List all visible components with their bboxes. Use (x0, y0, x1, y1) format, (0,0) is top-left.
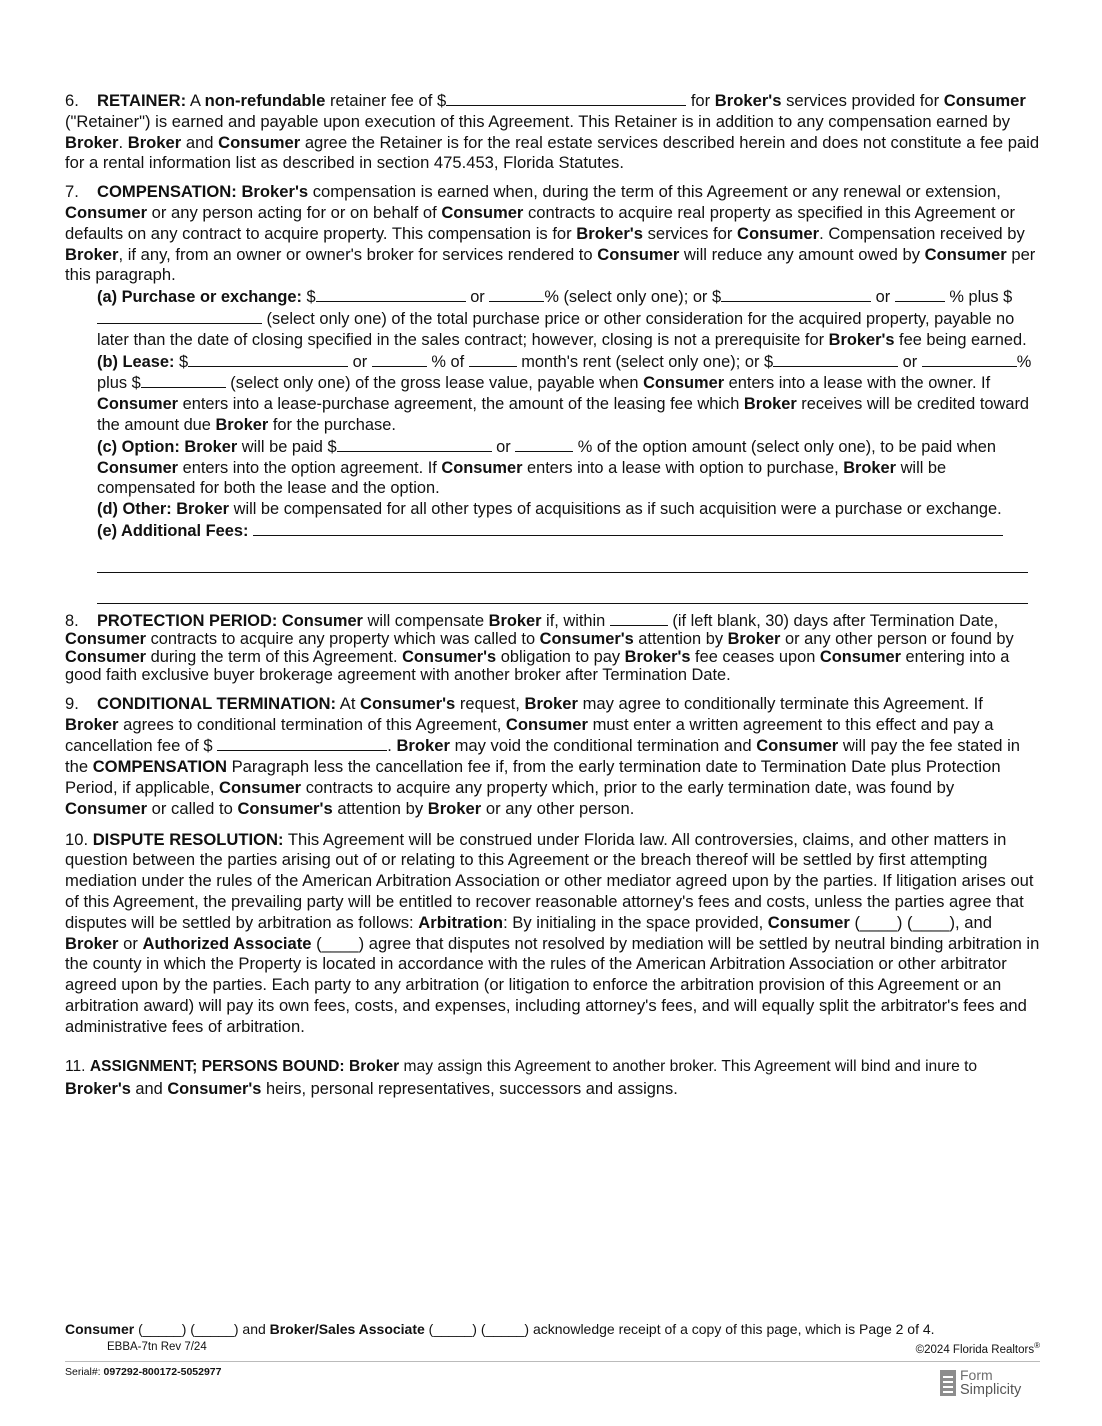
page-footer (65, 1320, 1040, 1378)
subsection-other: (d) Other: Broker will be compensated for all other types of acquisitions as if such acquisition were a purchase or exchange. (97, 500, 1002, 519)
subsection-lease: (b) Lease: $ or % of month's rent (select only one); or $ or % plus $ (select only one) of the gross lease value, payable when Consumer enters into a lease with the owner. If Consumer enters into a lease-purchase agreement, the amount of the leasing fee which Broker receives will be credited toward the amount due Broker for the purchase. (97, 352, 1032, 434)
purchase-plus-blank[interactable] (97, 308, 262, 324)
subsection-purchase: (a) Purchase or exchange: $ or % (select only one); or $ or % plus $ (select only one) of the total purchase price or other consideration for the acquired property, payable no later than the date of closing specified in the sales contract; however, closing is not a prerequisite for Broker's fee being earned. (97, 288, 1027, 349)
purchase-percent-blank[interactable] (489, 286, 544, 302)
section-protection-period: 8. PROTECTION PERIOD: Consumer will compensate Broker if, within (if left blank, 30) days after Termination Date, Consumer contracts to acquire any property which was called to Consumer's attention by Broker or any other person or found by Consumer during the term of this Agreement. Consumer's obligation to pay Broker's fee ceases upon Consumer entering into a good faith exclusive buyer brokerage agreement with another broker after Termination Date. (65, 611, 1014, 684)
option-amount-blank[interactable] (337, 436, 492, 452)
purchase-amount-blank[interactable] (316, 286, 466, 302)
footer-divider (65, 1361, 1040, 1362)
section-assignment: 11. ASSIGNMENT; PERSONS BOUND: Broker may assign this Agreement to another broker. This Agreement will bind and inure to Broker's and Consumer's heirs, personal representatives, successors and assigns. (65, 1058, 978, 1099)
additional-fees-line-3[interactable] (97, 573, 1028, 604)
copyright: ©2024 Florida Realtors® (915, 1341, 1040, 1356)
cancellation-fee-blank[interactable] (217, 735, 387, 751)
section-retainer: 6. RETAINER: A non-refundable retainer fee of $ for Broker's services provided for Consumer ("Retainer") is earned and payable upon execution of this Agreement. This Retainer is in addition to any compensation earned by Broker. Broker and Consumer agree the Retainer is for the real estate services described herein and does not constitute a fee paid for a rental information list as described in section 475.453, Florida Statutes. (65, 91, 1040, 173)
option-percent-blank[interactable] (515, 436, 573, 452)
form-id: EBBA-7tn Rev 7/24 (107, 1341, 207, 1353)
lease-plus-blank[interactable] (141, 372, 226, 388)
purchase-amount2-blank[interactable] (721, 286, 871, 302)
document-icon (940, 1370, 956, 1396)
lease-amount2-blank[interactable] (773, 351, 898, 367)
form-simplicity-logo: Form Simplicity (940, 1368, 1040, 1402)
section-conditional-termination: 9. CONDITIONAL TERMINATION: At Consumer's request, Broker may agree to conditionally terminate this Agreement. If Broker agrees to conditional termination of this Agreement, Consumer must enter a written agreement to this effect and pay a cancellation fee of $ . Broker may void the conditional termination and Consumer will pay the fee stated in the COMPENSATION Paragraph less the cancellation fee if, from the early termination date to Termination Date plus Protection Period, if applicable, Consumer contracts to acquire any property which, prior to the early termination date, was found by Consumer or called to Consumer's attention by Broker or any other person. (65, 693, 1020, 818)
form-id-row (65, 1341, 1040, 1359)
lease-months-blank[interactable] (469, 351, 517, 367)
subsection-option: (c) Option: Broker will be paid $ or % of the option amount (select only one), to be paid when Consumer enters into the option agreement. If Consumer enters into a lease with option to purchase, Broker will be compensated for both the lease and the option. (97, 437, 997, 498)
lease-percent-blank[interactable] (372, 351, 427, 367)
serial-number: Serial#: 097292-800172-5052977 (65, 1366, 222, 1378)
purchase-percent2-blank[interactable] (895, 286, 945, 302)
lease-percent2-blank[interactable] (922, 351, 1017, 367)
section-dispute-resolution: 10. DISPUTE RESOLUTION: This Agreement will be construed under Florida law. All controversies, claims, and other matters in question between the parties arising out of or relating to this Agreement or the breach thereof will be settled by first attempting mediation under the rules of the American Arbitration Association or other mediator agreed upon by the parties. If litigation arises out of this Agreement, the prevailing party will be entitled to recover reasonable attorney's fees and costs, unless the parties agree that disputes will be settled by arbitration as follows: Arbitration: By initialing in the space provided, Consumer (____) (____), and Broker or Authorized Associate (____) agree that disputes not resolved by mediation will be settled by neutral binding arbitration in the county in which the Property is located in accordance with the rules of the American Arbitration Association or other arbitrator agreed upon by the parties. Each party to any arbitration (or litigation to enforce the arbitration provision of this Agreement or an arbitration award) will pay its own fees, costs, and expenses, including attorney's fees, and will equally split the arbitrator's fees and administrative fees of arbitration. (65, 829, 1040, 1036)
subsection-additional-fees: (e) Additional Fees: (97, 520, 1040, 542)
lease-amount-blank[interactable] (188, 351, 348, 367)
compensation-subsections (97, 286, 1040, 542)
document-page (65, 90, 1040, 1100)
protection-days-blank[interactable] (610, 610, 668, 626)
acknowledgement-line: Consumer (_____) (_____) and Broker/Sales Associate (_____) (_____) acknowledge receipt of a copy of this page, which is Page 2 of 4. (65, 1321, 935, 1337)
additional-fees-blank[interactable] (253, 520, 1003, 536)
section-compensation: 7. COMPENSATION: Broker's compensation is earned when, during the term of this Agreement or any renewal or extension, Consumer or any person acting for or on behalf of Consumer contracts to acquire real property as specified in this Agreement or defaults on any contract to acquire property. This compensation is for Broker's services for Consumer. Compensation received by Broker, if any, from an owner or owner's broker for services rendered to Consumer will reduce any amount owed by Consumer per this paragraph. (65, 182, 1036, 285)
additional-fees-line-2[interactable] (97, 542, 1028, 573)
retainer-fee-blank[interactable] (446, 90, 686, 106)
